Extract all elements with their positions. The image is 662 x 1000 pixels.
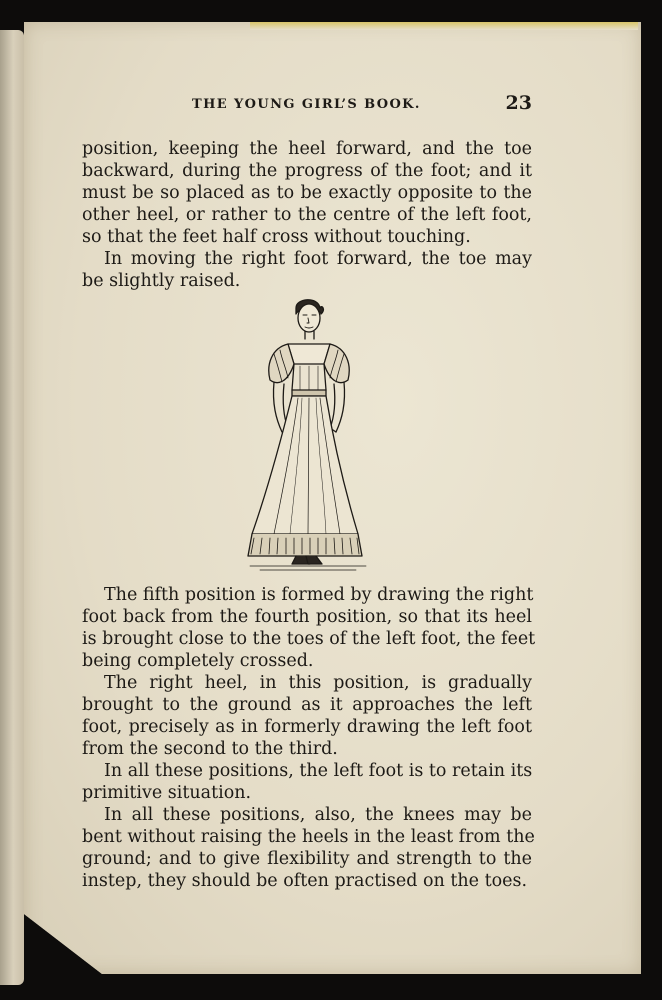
paragraph-moving-right-foot	[82, 248, 532, 292]
paragraph-continued	[82, 138, 532, 248]
paragraph-left-foot	[82, 760, 532, 804]
text-line: In all these positions, also, the knees may be	[104, 805, 532, 825]
text-line: must be so placed as to be exactly opposite to the	[82, 183, 532, 203]
page-header	[82, 92, 532, 119]
text-line: position, keeping the heel forward, and the toe	[82, 139, 532, 159]
text-line: foot, precisely as in formerly drawing the left foot	[82, 717, 532, 737]
text-line: primitive situation.	[82, 783, 252, 803]
text-line: backward, during the progress of the foot; and it	[82, 161, 532, 181]
girl-standing-in-fifth-position-engraving-icon	[230, 294, 380, 579]
text-line: The fifth position is formed by drawing the right	[104, 585, 534, 605]
text-line: from the second to the third.	[82, 739, 338, 759]
paragraph-fifth-position	[82, 584, 536, 672]
text-line: In all these positions, the left foot is to retain its	[104, 761, 533, 781]
page-number: 23	[505, 92, 532, 114]
facing-page-edge	[0, 30, 24, 985]
text-line: being completely crossed.	[82, 651, 314, 671]
page-gilt-edge	[250, 22, 638, 30]
text-line: so that the feet half cross without touching.	[82, 227, 471, 247]
paragraph-knees	[82, 804, 535, 892]
text-line: brought to the ground as it approaches the left	[82, 695, 532, 715]
text-line: is brought close to the toes of the left foot, the feet	[82, 629, 536, 649]
text-line: foot back from the fourth position, so that its heel	[82, 607, 532, 627]
text-line: instep, they should be often practised on the toes.	[82, 871, 528, 891]
text-line: be slightly raised.	[82, 271, 241, 291]
paragraph-right-heel	[82, 672, 532, 760]
text-line: other heel, or rather to the centre of the left foot,	[82, 205, 532, 225]
running-head: THE YOUNG GIRL’S BOOK.	[192, 97, 421, 112]
text-line: In moving the right foot forward, the toe may	[104, 249, 532, 269]
text-line: bent without raising the heels in the least from the	[82, 827, 535, 847]
text-line: ground; and to give flexibility and strength to the	[82, 849, 532, 869]
text-line: The right heel, in this position, is gradually	[104, 673, 532, 693]
